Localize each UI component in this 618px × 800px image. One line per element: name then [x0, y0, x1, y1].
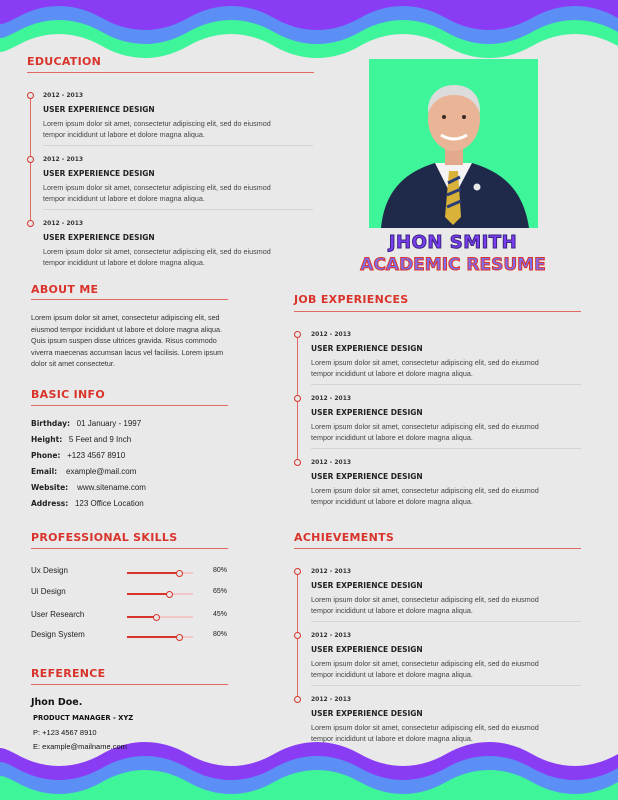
- entry-years: 2012 - 2013: [311, 696, 352, 703]
- skill-bar-fill: [127, 636, 180, 638]
- top-wave-decoration: [0, 0, 618, 60]
- entry-title: USER EXPERIENCE DESIGN: [311, 645, 423, 654]
- entry-text-line: tempor incididunt ut labore et dolore magna aliqua.: [311, 369, 473, 378]
- skill-name: Ux Design: [31, 566, 68, 575]
- entry-title: USER EXPERIENCE DESIGN: [311, 408, 423, 417]
- info-row-website: [31, 483, 146, 492]
- entry-separator: [43, 145, 313, 146]
- entry-title: USER EXPERIENCE DESIGN: [43, 233, 155, 242]
- entry-years: 2012 - 2013: [43, 156, 84, 163]
- job-entry: [311, 331, 581, 379]
- entry-text-line: Lorem ipsum dolor sit amet, consectetur adipiscing elit, sed do eiusmod: [43, 247, 271, 256]
- info-row-height: [31, 435, 131, 444]
- timeline-dot: [294, 696, 301, 703]
- entry-text-line: tempor incididunt ut labore et dolore magna aliqua.: [43, 258, 205, 267]
- timeline-dot: [294, 568, 301, 575]
- achievements-heading: ACHIEVEMENTS: [294, 531, 395, 544]
- info-row-address: [31, 499, 144, 508]
- entry-separator: [311, 621, 581, 622]
- achievement-entry: [311, 696, 581, 744]
- entry-title: USER EXPERIENCE DESIGN: [311, 709, 423, 718]
- info-label: Phone:: [31, 451, 61, 460]
- entry-text-line: tempor incididunt ut labore et dolore magna aliqua.: [311, 734, 473, 743]
- info-label: Email:: [31, 467, 58, 476]
- info-label: Address:: [31, 499, 69, 508]
- about-heading: ABOUT ME: [31, 283, 99, 296]
- entry-text-line: tempor incididunt ut labore et dolore magna aliqua.: [311, 497, 473, 506]
- timeline-dot: [27, 220, 34, 227]
- timeline-dot: [27, 156, 34, 163]
- skill-bar-knob: [153, 614, 160, 621]
- timeline-dot: [294, 395, 301, 402]
- skill-bar: [127, 616, 193, 618]
- info-value: 5 Feet and 9 Inch: [68, 435, 132, 444]
- achievement-entry: [311, 632, 581, 680]
- entry-title: USER EXPERIENCE DESIGN: [311, 472, 423, 481]
- entry-years: 2012 - 2013: [311, 331, 352, 338]
- timeline-dot: [294, 632, 301, 639]
- skill-bar-fill: [127, 593, 170, 595]
- entry-years: 2012 - 2013: [43, 220, 84, 227]
- entry-title: USER EXPERIENCE DESIGN: [43, 169, 155, 178]
- entry-text-line: Lorem ipsum dolor sit amet, consectetur adipiscing elit, sed do eiusmod: [311, 486, 539, 495]
- about-divider: [31, 299, 228, 300]
- jobs-divider: [294, 311, 581, 312]
- reference-heading: REFERENCE: [31, 667, 106, 680]
- info-value: +123 4567 8910: [67, 451, 126, 460]
- basic-info-divider: [31, 405, 228, 406]
- entry-separator: [311, 685, 581, 686]
- entry-text-line: Lorem ipsum dolor sit amet, consectetur adipiscing elit, sed do eiusmod: [43, 183, 271, 192]
- resume-subtitle: ACADEMIC RESUME: [360, 255, 546, 275]
- person-portrait-icon: [369, 59, 538, 228]
- basic-info-heading: BASIC INFO: [31, 388, 105, 401]
- skill-percent: 45%: [213, 611, 228, 618]
- info-value: example@mail.com: [66, 467, 137, 476]
- info-row-birthday: [31, 419, 141, 428]
- entry-years: 2012 - 2013: [311, 632, 352, 639]
- skill-bar-knob: [176, 634, 183, 641]
- entry-text-line: Lorem ipsum dolor sit amet, consectetur adipiscing elit, sed do eiusmod: [311, 422, 539, 431]
- timeline-dot: [27, 92, 34, 99]
- education-heading: EDUCATION: [27, 55, 102, 68]
- info-value: 01 January - 1997: [76, 419, 142, 428]
- skill-name: Ui Design: [31, 587, 66, 596]
- entry-text-line: Lorem ipsum dolor sit amet, consectetur adipiscing elit, sed do eiusmod: [311, 595, 539, 604]
- skills-heading: PROFESSIONAL SKILLS: [31, 531, 178, 544]
- job-entry: [311, 395, 581, 443]
- entry-text-line: tempor incididunt ut labore et dolore magna aliqua.: [311, 670, 473, 679]
- entry-years: 2012 - 2013: [311, 395, 352, 402]
- skill-name: User Research: [31, 610, 85, 619]
- entry-separator: [311, 384, 581, 385]
- skill-bar: [127, 636, 193, 638]
- reference-email: E: example@mailname.com: [33, 742, 127, 751]
- about-text: Lorem ipsum dolor sit amet, consectetur adipiscing elit, sed eiusmod tempor incididunt ut labore et dolore magna aliqua. Quis ipsum suspen disse ultrices gravida. Risus commodo viverra maecenas accumsan lacus vel facilisis. Lorem ipsum dolor sit amet consectetur.: [31, 313, 224, 369]
- skill-bar-fill: [127, 572, 180, 574]
- info-value: www.sitename.com: [77, 483, 146, 492]
- entry-text-line: Lorem ipsum dolor sit amet, consectetur adipiscing elit, sed do eiusmod: [43, 119, 271, 128]
- timeline-dot: [294, 459, 301, 466]
- reference-divider: [31, 684, 228, 685]
- skill-percent: 65%: [213, 588, 228, 595]
- entry-text-line: Lorem ipsum dolor sit amet, consectetur adipiscing elit, sed do eiusmod: [311, 723, 539, 732]
- entry-separator: [43, 209, 313, 210]
- info-label: Birthday:: [31, 419, 70, 428]
- skill-bar: [127, 593, 193, 595]
- info-value: 123 Office Location: [74, 499, 144, 508]
- skill-name: Design System: [31, 630, 85, 639]
- timeline-dot: [294, 331, 301, 338]
- skill-percent: 80%: [213, 631, 228, 638]
- info-row-phone: [31, 451, 125, 460]
- entry-text-line: Lorem ipsum dolor sit amet, consectetur adipiscing elit, sed do eiusmod: [311, 358, 539, 367]
- jobs-heading: JOB EXPERIENCES: [294, 293, 409, 306]
- skill-bar-knob: [166, 591, 173, 598]
- entry-title: USER EXPERIENCE DESIGN: [311, 344, 423, 353]
- education-divider: [27, 72, 314, 73]
- entry-text-line: tempor incididunt ut labore et dolore magna aliqua.: [311, 606, 473, 615]
- profile-photo: [369, 59, 538, 228]
- entry-text-line: tempor incididunt ut labore et dolore magna aliqua.: [43, 130, 205, 139]
- entry-title: USER EXPERIENCE DESIGN: [311, 581, 423, 590]
- entry-text-line: tempor incididunt ut labore et dolore magna aliqua.: [43, 194, 205, 203]
- job-entry: [311, 459, 581, 507]
- info-label: Website:: [31, 483, 69, 492]
- entry-text-line: Lorem ipsum dolor sit amet, consectetur adipiscing elit, sed do eiusmod: [311, 659, 539, 668]
- entry-years: 2012 - 2013: [311, 459, 352, 466]
- skill-bar-knob: [176, 570, 183, 577]
- reference-name: Jhon Doe.: [31, 697, 83, 708]
- skill-bar: [127, 572, 193, 574]
- entry-text-line: tempor incididunt ut labore et dolore magna aliqua.: [311, 433, 473, 442]
- skill-percent: 80%: [213, 567, 228, 574]
- education-entry: [43, 92, 313, 140]
- resume-name: JHON SMITH: [388, 232, 518, 253]
- info-label: Height:: [31, 435, 63, 444]
- info-row-email: [31, 467, 136, 476]
- entry-title: USER EXPERIENCE DESIGN: [43, 105, 155, 114]
- entry-separator: [311, 448, 581, 449]
- education-entry: [43, 220, 313, 268]
- entry-years: 2012 - 2013: [43, 92, 84, 99]
- reference-role: PRODUCT MANAGER - XYZ: [33, 714, 134, 722]
- achievements-divider: [294, 548, 581, 549]
- skills-divider: [31, 548, 228, 549]
- reference-phone: P: +123 4567 8910: [33, 728, 97, 737]
- achievement-entry: [311, 568, 581, 616]
- education-entry: [43, 156, 313, 204]
- entry-years: 2012 - 2013: [311, 568, 352, 575]
